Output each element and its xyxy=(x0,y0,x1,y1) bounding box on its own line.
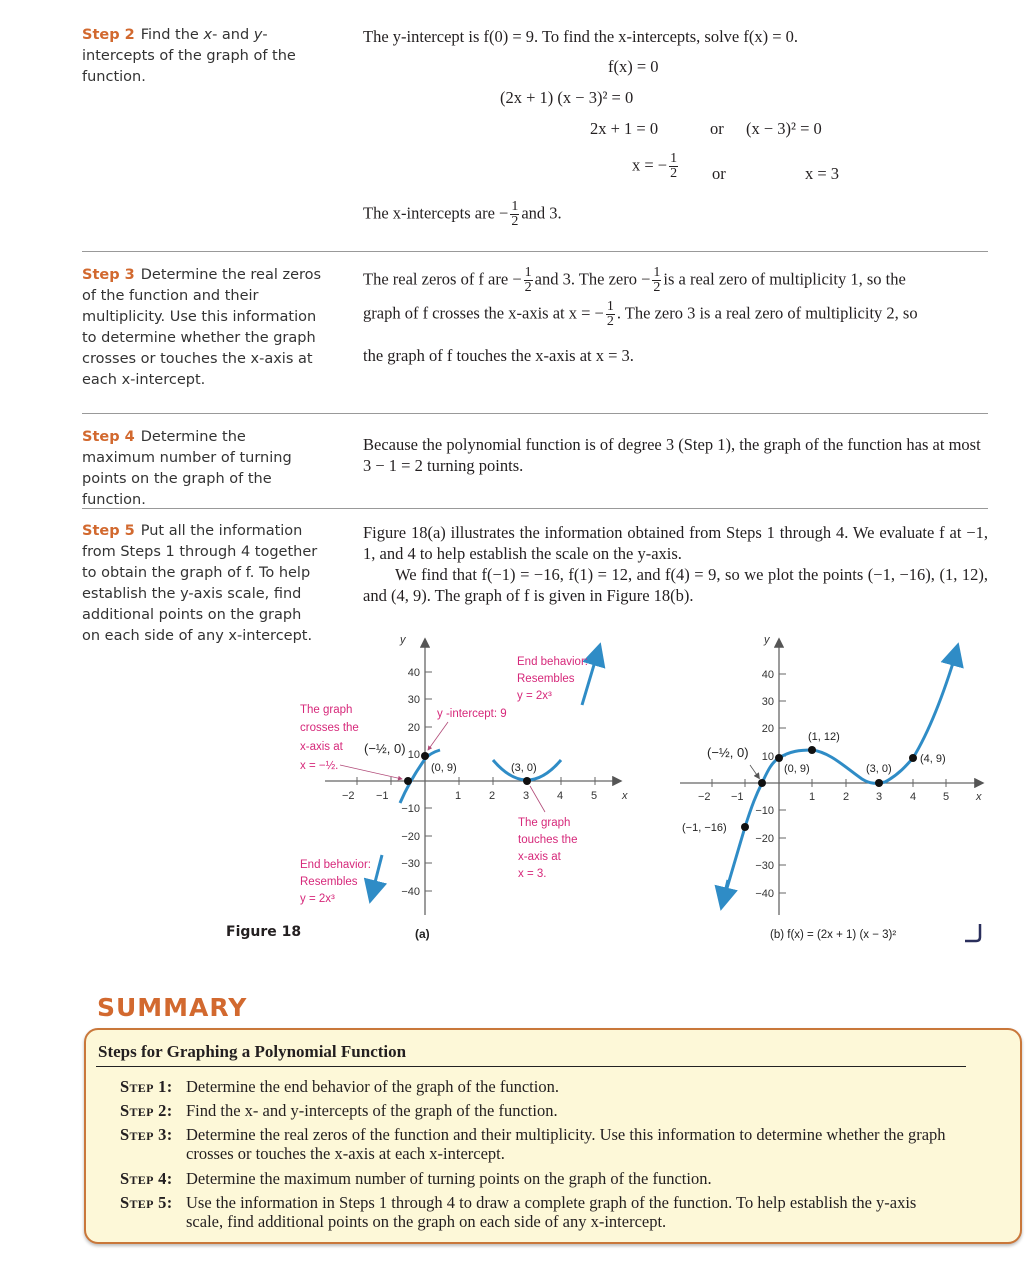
summary-box xyxy=(84,1028,1022,1244)
step3-line3: the graph of f touches the x-axis at x = 3. xyxy=(363,346,634,365)
svg-text:y -intercept: 9: y -intercept: 9 xyxy=(437,708,507,720)
step-label: Step 3: xyxy=(120,1125,173,1144)
svg-text:1: 1 xyxy=(809,791,816,803)
curve-segment-crossing xyxy=(400,750,440,803)
svg-text:4: 4 xyxy=(557,790,564,802)
svg-text:y: y xyxy=(400,634,406,646)
step3-label: Step 3 xyxy=(82,267,135,283)
step-label: Step 2: xyxy=(120,1101,173,1120)
svg-text:40: 40 xyxy=(761,669,774,681)
step4-sidebar xyxy=(82,427,322,511)
pointer-line xyxy=(530,786,545,812)
fraction xyxy=(652,266,661,295)
fraction xyxy=(606,300,615,329)
summary-rule xyxy=(96,1066,966,1067)
step4-side-text: Determine the maximum number of turning points on the graph of the function. xyxy=(82,429,292,508)
point-neg-half-0 xyxy=(758,779,766,787)
figure-label: Figure 18 xyxy=(226,924,302,940)
point-0-9 xyxy=(421,752,429,760)
svg-text:−20: −20 xyxy=(401,831,420,843)
frac-num: 1 xyxy=(524,265,532,280)
summary-step xyxy=(120,1193,946,1231)
frac-den: 2 xyxy=(606,314,614,329)
frac-num: 1 xyxy=(606,299,614,314)
point-neg1-neg16 xyxy=(741,823,749,831)
svg-text:−1: −1 xyxy=(376,790,389,802)
svg-text:(1, 12): (1, 12) xyxy=(808,731,840,743)
point-3-0 xyxy=(875,779,883,787)
svg-text:−40: −40 xyxy=(401,886,420,898)
svg-text:5: 5 xyxy=(943,791,950,803)
svg-text:4: 4 xyxy=(910,791,917,803)
step4-body: Because the polynomial function is of degree 3 (Step 1), the graph of the function has at most 3 − 1 = 2 turning points. xyxy=(363,435,981,475)
svg-text:30: 30 xyxy=(761,696,774,708)
step2-side-text: Find the xyxy=(140,27,204,43)
frac-num: 1 xyxy=(511,199,519,214)
point-3-0 xyxy=(523,777,531,785)
svg-text:−20: −20 xyxy=(755,833,774,845)
svg-text:x = −½.: x = −½. xyxy=(300,760,339,772)
svg-text:x: x xyxy=(622,790,628,802)
fraction xyxy=(669,152,678,181)
step2-eq3-or: or xyxy=(710,119,724,138)
fraction xyxy=(524,266,533,295)
conclusion-text-b: and 3. xyxy=(521,203,562,223)
svg-text:End behavior:: End behavior: xyxy=(300,859,371,871)
step-text: Determine the end behavior of the graph of the function. xyxy=(186,1077,559,1096)
summary-step xyxy=(120,1077,946,1096)
pointer-line xyxy=(750,765,759,778)
svg-text:−2: −2 xyxy=(698,791,711,803)
step2-eq3-right: (x − 3)² = 0 xyxy=(746,119,822,138)
step2-eq2: (2x + 1) (x − 3)² = 0 xyxy=(500,88,634,107)
svg-text:x: x xyxy=(976,791,982,803)
point-labels-a xyxy=(364,741,537,774)
section-divider xyxy=(82,508,988,509)
conclusion-text: The x-intercepts are − xyxy=(363,203,509,223)
summary-title: SUMMARY xyxy=(97,993,248,1022)
step4-label: Step 4 xyxy=(82,429,135,445)
svg-text:(3, 0): (3, 0) xyxy=(866,763,892,775)
summary-step xyxy=(120,1125,946,1163)
svg-text:30: 30 xyxy=(407,694,420,706)
svg-text:(3, 0): (3, 0) xyxy=(511,762,537,774)
step-label: Step 1: xyxy=(120,1077,173,1096)
svg-text:Resembles: Resembles xyxy=(300,876,358,888)
panel-a-caption: (a) xyxy=(415,927,430,941)
svg-text:(0, 9): (0, 9) xyxy=(784,763,810,775)
end-behavior-arrow-down xyxy=(371,855,382,898)
summary-step xyxy=(120,1169,946,1188)
step-text: Determine the maximum number of turning points on the graph of the function. xyxy=(186,1169,712,1188)
svg-text:2: 2 xyxy=(843,791,850,803)
step3-side-text: Determine the real zeros of the function and their multiplicity. Use this information to determine whether the graph crosses or touches the x-axis at each x-intercept. xyxy=(82,267,322,388)
line-text: graph of f crosses the x-axis at x = − xyxy=(363,303,604,323)
frac-den: 2 xyxy=(524,280,532,295)
svg-text:3: 3 xyxy=(876,791,883,803)
svg-text:crosses the: crosses the xyxy=(300,722,359,734)
svg-text:−30: −30 xyxy=(401,858,420,870)
line-text-c: is a real zero of multiplicity 1, so the xyxy=(663,269,906,289)
pointer-line xyxy=(340,765,402,779)
svg-text:−30: −30 xyxy=(755,860,774,872)
svg-text:End behavior:: End behavior: xyxy=(517,656,588,668)
frac-num: 1 xyxy=(670,151,678,166)
svg-text:1: 1 xyxy=(455,790,462,802)
chart-a xyxy=(300,634,628,941)
svg-text:The graph: The graph xyxy=(300,704,353,716)
svg-text:Resembles: Resembles xyxy=(517,673,575,685)
line-text-b: . The zero 3 is a real zero of multiplicity 2, so xyxy=(616,303,918,323)
line-text-b: and 3. The zero − xyxy=(534,269,651,289)
step5-para2: We find that f(−1) = −16, f(1) = 12, and f(4) = 9, so we plot the points (−1, −16), (1, 12), and (4, 9). The graph of f is given in Figure 18(b). xyxy=(363,565,988,605)
svg-text:(0, 9): (0, 9) xyxy=(431,762,457,774)
panel-b-caption: (b) f(x) = (2x + 1) (x − 3)² xyxy=(770,929,897,941)
step3-line2 xyxy=(363,300,918,329)
svg-text:10: 10 xyxy=(761,751,774,763)
step-text: Determine the real zeros of the function and their multiplicity. Use this information to determine whether the graph crosses or touches the x-axis at each x-intercept. xyxy=(186,1125,946,1163)
step-label: Step 4: xyxy=(120,1169,173,1188)
svg-text:(−½, 0): (−½, 0) xyxy=(707,745,749,760)
frac-den: 2 xyxy=(670,166,678,181)
svg-text:40: 40 xyxy=(407,667,420,679)
step2-conclusion xyxy=(363,200,562,229)
step-text: Find the x- and y-intercepts of the graph of the function. xyxy=(186,1101,558,1120)
summary-heading: Steps for Graphing a Polynomial Function xyxy=(98,1042,407,1061)
svg-text:20: 20 xyxy=(761,723,774,735)
svg-text:(4, 9): (4, 9) xyxy=(920,753,946,765)
svg-text:(−1, −16): (−1, −16) xyxy=(682,822,727,834)
step2-eq4-right: x = 3 xyxy=(805,164,840,183)
step5-label: Step 5 xyxy=(82,523,135,539)
step2-eq4-or: or xyxy=(712,164,726,183)
frac-den: 2 xyxy=(653,280,661,295)
fraction xyxy=(510,200,519,229)
step2-side-text-c: -intercepts of the graph of the function. xyxy=(82,27,296,85)
point-1-12 xyxy=(808,746,816,754)
step-text: Use the information in Steps 1 through 4 to draw a complete graph of the function. To help establish the y-axis scale, find additional points on the graph on each side of any x-intercept. xyxy=(186,1193,917,1231)
frac-num: 1 xyxy=(653,265,661,280)
svg-text:y = 2x³: y = 2x³ xyxy=(517,690,552,702)
svg-text:y: y xyxy=(764,634,770,646)
step2-sidebar xyxy=(82,25,322,88)
point-neg-half-0 xyxy=(404,777,412,785)
svg-text:(−½, 0): (−½, 0) xyxy=(364,741,406,756)
step2-eq1: f(x) = 0 xyxy=(608,57,659,76)
step5-side-text: Put all the information from Steps 1 through 4 together to obtain the graph of f. To help establish the y-axis scale, find additional points on the graph on each side of any x-intercept. xyxy=(82,523,318,644)
summary-step xyxy=(120,1101,946,1120)
svg-text:y = 2x³: y = 2x³ xyxy=(300,893,335,905)
chart-b xyxy=(680,634,982,941)
svg-text:3: 3 xyxy=(523,790,530,802)
section-divider xyxy=(82,413,988,414)
svg-text:touches the: touches the xyxy=(518,834,578,846)
step2-label: Step 2 xyxy=(82,27,135,43)
step5-para1: Figure 18(a) illustrates the information obtained from Steps 1 through 4. We evaluate f at −1, 1, and 4 to help establish the scale on the y-axis. xyxy=(363,523,988,563)
step3-line1 xyxy=(363,266,906,295)
figure-18-svg xyxy=(0,620,1032,950)
step-label: Step 5: xyxy=(120,1193,173,1212)
pointer-line xyxy=(428,722,448,750)
var-x: x xyxy=(203,27,213,43)
step2-eq3-left: 2x + 1 = 0 xyxy=(590,119,659,138)
point-4-9 xyxy=(909,754,917,762)
step2-intro: The y-intercept is f(0) = 9. To find the x-intercepts, solve f(x) = 0. xyxy=(363,27,799,46)
end-of-example-mark-icon xyxy=(965,924,980,941)
svg-text:5: 5 xyxy=(591,790,598,802)
step2-eq4 xyxy=(632,152,680,181)
svg-text:−10: −10 xyxy=(401,803,420,815)
svg-text:20: 20 xyxy=(407,722,420,734)
point-0-9 xyxy=(775,754,783,762)
section-divider xyxy=(82,251,988,252)
svg-text:−10: −10 xyxy=(755,805,774,817)
svg-text:−2: −2 xyxy=(342,790,355,802)
step3-sidebar xyxy=(82,265,322,391)
eq4-left: x = − xyxy=(632,155,668,175)
svg-text:10: 10 xyxy=(407,749,420,761)
step2-side-text-b: - and xyxy=(212,27,254,43)
svg-text:x = 3.: x = 3. xyxy=(518,868,547,880)
svg-text:2: 2 xyxy=(489,790,496,802)
var-y: y xyxy=(253,27,263,43)
svg-text:The graph: The graph xyxy=(518,817,571,829)
svg-text:−40: −40 xyxy=(755,888,774,900)
frac-den: 2 xyxy=(511,214,519,229)
x-tick-labels-b xyxy=(698,634,982,803)
svg-text:x-axis at: x-axis at xyxy=(518,851,561,863)
svg-text:x-axis at: x-axis at xyxy=(300,741,343,753)
svg-text:−1: −1 xyxy=(731,791,744,803)
line-text: The real zeros of f are − xyxy=(363,269,522,289)
